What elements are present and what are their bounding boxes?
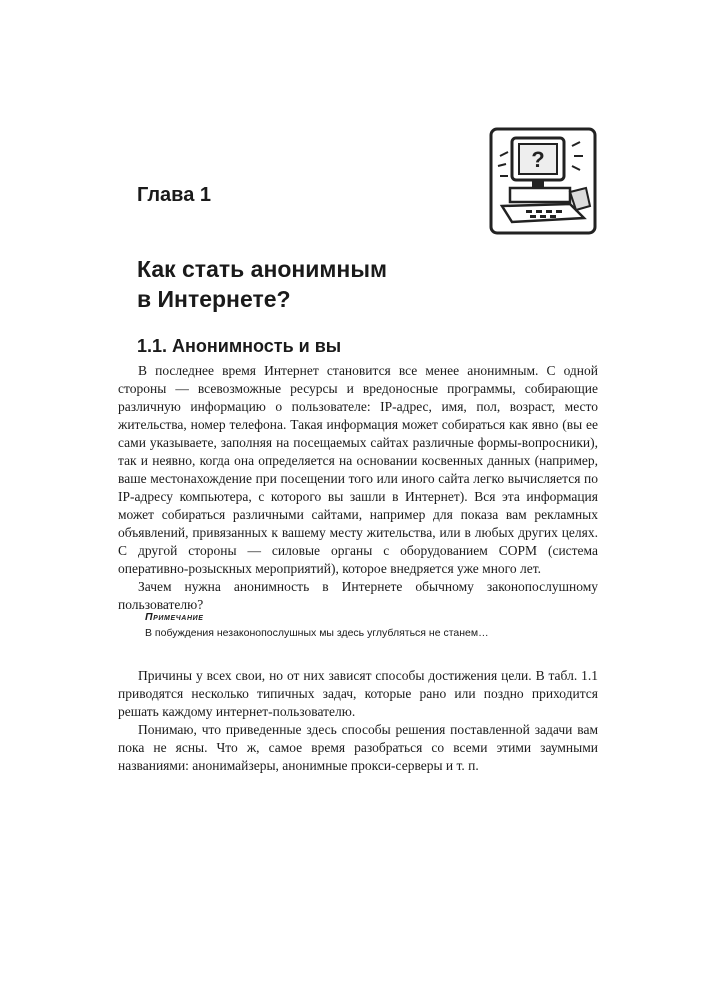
note-text: В побуждения незаконопослушных мы здесь углубляться не станем… (145, 627, 489, 639)
paragraph: Зачем нужна анонимность в Интернете обычному законопослушному пользователю? (118, 579, 598, 612)
body-text-bottom (118, 667, 598, 775)
note-box (145, 611, 545, 639)
paragraph: Понимаю, что приведенные здесь способы решения поставленной задачи вам пока не ясны. Что ж, самое время разобраться со всеми этими заумными названиями: анонимайзеры, анонимные прокси-серверы и т. п. (118, 722, 598, 773)
chapter-title (137, 254, 387, 314)
body-text-top (118, 362, 598, 614)
computer-question-mark-icon (488, 126, 598, 236)
svg-text:?: ? (531, 147, 545, 172)
chapter-title-line-1: Как стать анонимным (137, 256, 387, 282)
chapter-label: Глава 1 (137, 184, 212, 206)
section-title: 1.1. Анонимность и вы (137, 336, 342, 356)
paragraph: Причины у всех свои, но от них зависят способы достижения цели. В табл. 1.1 приводятся несколько типичных задач, которые рано или поздно приходится решать каждому интернет-пользователю. (118, 668, 598, 719)
note-label: Примечание (145, 611, 204, 623)
chapter-title-line-2: в Интернете? (137, 286, 291, 312)
paragraph: В последнее время Интернет становится все менее анонимным. С одной стороны — всевозможные ресурсы и вредоносные программы, собирающие различную информацию о пользователе: IP-адрес, имя, пол, возраст, место жительства, номер телефона. Такая информация может собираться как явно (вы ее сами указываете, заполняя на посещаемых сайтах различные формы-вопросники), так и неявно, когда она определяется на основании косвенных данных (например, ваше местонахождение при посещении того или иного сайта легко вычисляется по IP-адресу компьютера, с которого вы зашли в Интернет). Вся эта информация может собираться различными сайтами, например для показа вам рекламных объявлений, привязанных к вашему месту жительства, или в любых других целях. С другой стороны — силовые органы с оборудованием СОРМ (система оперативно-розыскных мероприятий), которое внедряется уже много лет. (118, 363, 598, 576)
